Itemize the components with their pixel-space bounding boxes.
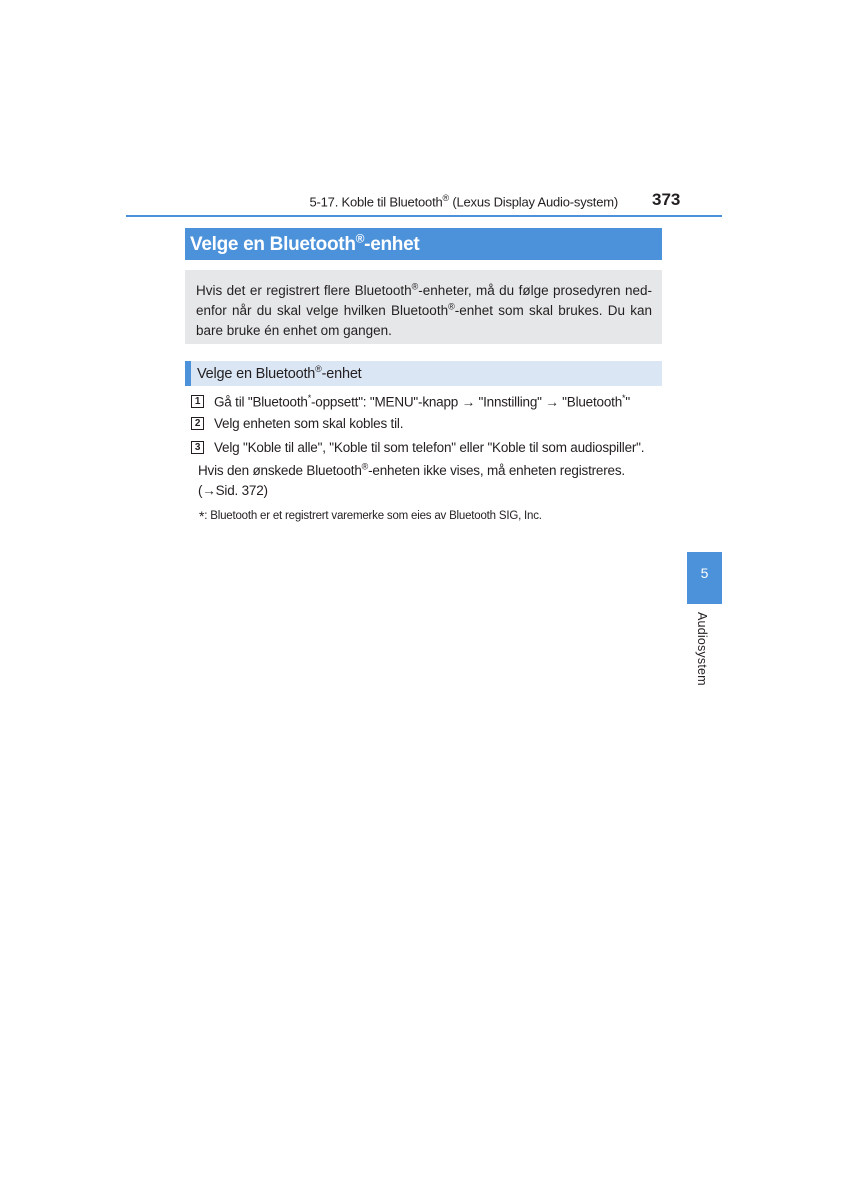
step-2-text: Velg enheten som skal kobles til.	[214, 416, 404, 431]
section-title-prefix: Velge en Bluetooth	[190, 234, 356, 256]
chapter-tab[interactable]: 5	[687, 552, 722, 604]
section-title-suffix: -enhet	[364, 234, 420, 256]
header-rule	[126, 215, 722, 217]
header-registered-mark: ®	[442, 193, 449, 203]
step-1-star1: *	[307, 393, 312, 403]
footnote	[199, 506, 542, 522]
step-number-1: 1	[191, 395, 204, 408]
step-1-text	[214, 393, 630, 410]
section-title-registered-mark: ®	[355, 232, 365, 246]
page-number: 373	[652, 190, 681, 209]
intro-mark2: ®	[448, 301, 455, 312]
intro-mark1: ®	[411, 281, 419, 292]
step-1-part1: Gå til "Bluetooth	[214, 394, 308, 410]
subsection-title-prefix: Velge en Bluetooth	[197, 365, 316, 382]
note-part1: Hvis den ønskede Bluetooth	[198, 463, 362, 478]
chapter-label: Audiosystem	[695, 612, 709, 686]
subsection-bar	[185, 361, 662, 386]
intro-part3: -enhet som skal brukes. Du kan bare bruke én enhet om gangen.	[196, 303, 652, 338]
section-title	[190, 234, 419, 255]
step-1-star2: *	[622, 393, 626, 403]
header-section-suffix: (Lexus Display Audio-system)	[448, 194, 618, 210]
section-title-bar	[185, 228, 662, 260]
note	[198, 461, 625, 501]
subsection-title	[197, 364, 362, 382]
subsection-accent	[185, 361, 191, 386]
step-1-part2: -oppsett": "MENU"-knapp → "Innstilling" → "Bluetooth	[311, 394, 623, 410]
subsection-title-suffix: -enhet	[321, 365, 362, 382]
intro-box	[185, 270, 662, 344]
step-1-part3: "	[625, 394, 630, 410]
running-header	[309, 193, 618, 209]
subsection-registered-mark: ®	[315, 364, 322, 374]
step-3	[191, 440, 644, 455]
step-3-text: Velg "Koble til alle", "Koble til som telefon" eller "Koble til som audiospiller".	[214, 440, 645, 455]
note-mark: ®	[361, 461, 369, 472]
note-page-reference[interactable]: (→Sid. 372)	[198, 483, 268, 498]
step-number-2: 2	[191, 417, 204, 430]
intro-part1: Hvis det er registrert flere Bluetooth	[196, 283, 412, 298]
footnote-star: *	[199, 508, 205, 524]
footnote-text: : Bluetooth er et registrert varemerke som eies av Bluetooth SIG, Inc.	[204, 510, 542, 522]
note-line	[198, 461, 625, 481]
step-number-3: 3	[191, 441, 204, 454]
header-section-prefix: 5-17. Koble til Bluetooth	[309, 194, 443, 210]
intro-part2: -enheter, må du følge prosedyren ned-enfor når du skal velge hvilken Bluetooth	[196, 283, 652, 318]
step-1	[191, 393, 630, 410]
note-part2: -enheten ikke vises, må enheten registreres.	[368, 463, 625, 478]
step-2	[191, 416, 403, 431]
